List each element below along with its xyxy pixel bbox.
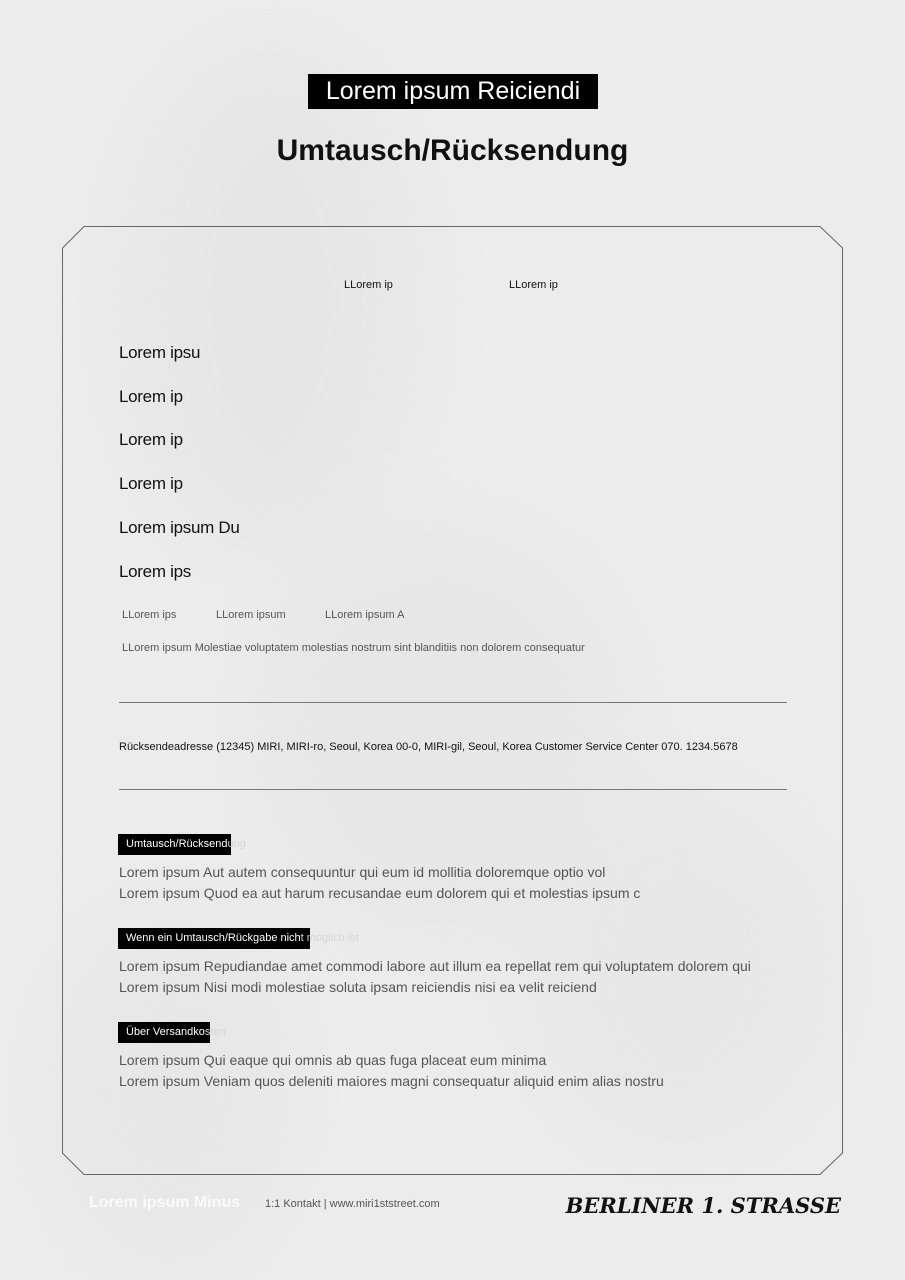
size-note: LLorem ipsum — [216, 609, 286, 621]
section-text: Lorem ipsum Aut autem consequuntur qui eum id mollitia doloremque optio vol Lorem ipsum Quod ea aut harum recusandae eum dolorem qui et molestias ipsum c — [119, 864, 641, 901]
return-address: Rücksendeadresse (12345) MIRI, MIRI-ro, Seoul, Korea 00-0, MIRI-gil, Seoul, Korea Customer Service Center 070. 1234.5678 — [119, 741, 738, 753]
section-text: Lorem ipsum Qui eaque qui omnis ab quas fuga placeat eum minima Lorem ipsum Veniam quos deleniti maiores magni consequatur aliquid enim alias nostru — [119, 1052, 664, 1089]
section-tag-exchange: Umtausch/Rücksendung — [118, 834, 246, 855]
row-label: Lorem ip — [119, 387, 183, 406]
row-label: Lorem ipsu — [119, 343, 201, 362]
row-label: Lorem ip — [119, 430, 183, 449]
divider — [119, 702, 787, 703]
size-note: LLorem ipsum A — [325, 609, 405, 621]
page-title: Umtausch/Rücksendung — [276, 134, 629, 167]
section-tag-shipping: Über Versandkosten — [118, 1022, 226, 1043]
row-label: Lorem ips — [119, 562, 191, 581]
footer-contact[interactable]: 1:1 Kontakt | www.miri1ststreet.com — [265, 1198, 440, 1210]
section-text: Lorem ipsum Repudiandae amet commodi labore aut illum ea repellat rem qui voluptatem dolorem qui Lorem ipsum Nisi modi molestiae soluta ipsam reiciendis nisi ea velit reiciend — [119, 958, 751, 995]
row-label: Lorem ipsum Du — [119, 518, 240, 537]
size-note: LLorem ips — [122, 609, 177, 621]
brand-logo: BERLINER 1. STRASSE — [565, 1193, 841, 1218]
section-tag-not-possible: Wenn ein Umtausch/Rückgabe nicht möglich ist — [118, 928, 359, 949]
header-banner: Lorem ipsum Reiciendi — [308, 74, 598, 109]
row-label: Lorem ip — [119, 474, 183, 493]
measurement-note: LLorem ipsum Molestiae voluptatem molestias nostrum sint blanditiis non dolorem consequatur — [122, 642, 585, 654]
column-header-2: LLorem ip — [509, 279, 558, 291]
column-header-1: LLorem ip — [344, 279, 393, 291]
divider — [119, 789, 787, 790]
footer-brand: Lorem ipsum Minus — [89, 1194, 241, 1211]
